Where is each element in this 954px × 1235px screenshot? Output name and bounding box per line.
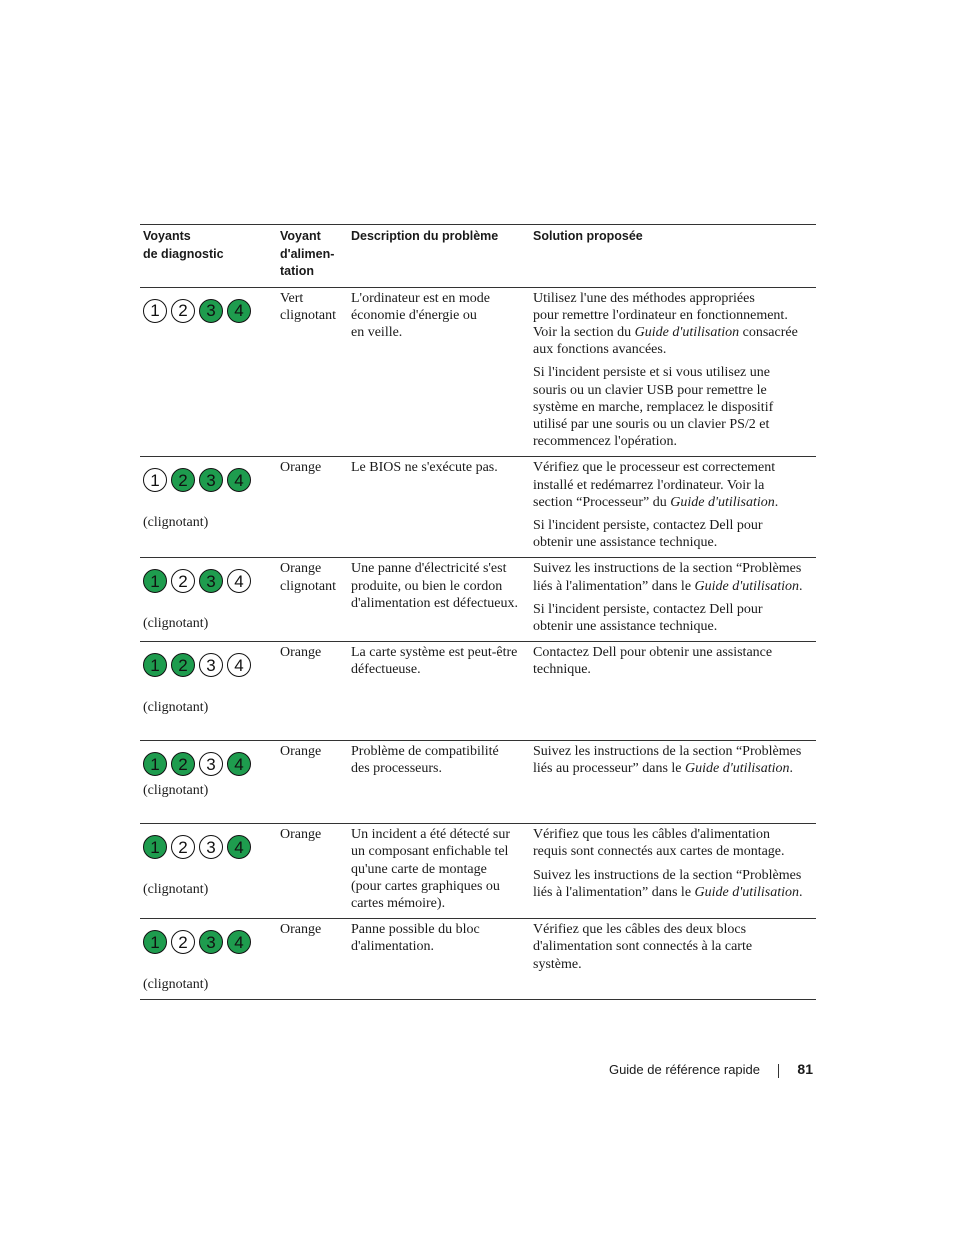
problem-description-cell: Panne possible du bloc d'alimentation. [348,919,530,1000]
power-light-cell: Orange [278,824,348,919]
power-light-cell: Orange [278,457,348,558]
diagnostic-lights-cell [140,824,278,919]
solution-text-tail: consacrée aux fonctions avancées. [533,324,798,358]
diagnostic-light-2-off: 2 [171,930,195,954]
diagnostic-light-2-off: 2 [171,569,195,593]
problem-description-cell: Le BIOS ne s'exécute pas. [348,457,530,558]
diagnostic-light-2-on: 2 [171,752,195,776]
diagnostic-light-1-off: 1 [143,468,167,492]
page-number: 81 [797,1061,813,1077]
diagnostic-light-4-on: 4 [227,752,251,776]
footer-divider [778,1064,779,1078]
diagnostic-light-1-on: 1 [143,752,167,776]
problem-description-cell: Une panne d'électricité s'est produite, ou bien le cordon d'alimentation est défectueux. [348,558,530,642]
suggested-solution-cell [530,741,816,824]
solution-text-tail: . [789,761,793,777]
diagnostic-light-4-on: 4 [227,930,251,954]
diagnostic-light-4-off: 4 [227,653,251,677]
solution-text: Si l'incident persiste, contactez Dell pour obtenir une assistance technique. [533,517,763,551]
diagnostic-light-4-on: 4 [227,299,251,323]
solution-paragraph [533,921,812,973]
solution-paragraph [533,290,812,359]
diagnostic-light-4-off: 4 [227,569,251,593]
problem-description-cell: Problème de compatibilité des processeurs. [348,741,530,824]
solution-text-tail: . [799,884,803,900]
diagnostic-light-3-off: 3 [199,835,223,859]
diagnostic-light-pattern [143,653,274,677]
solution-text: Vérifiez que tous les câbles d'alimentation requis sont connectés aux cartes de montage. [533,827,785,860]
solution-text: Suivez les instructions de la section “Problèmes liés à l'alimentation” dans le [533,867,802,900]
page-footer [0,1061,954,1081]
diagnostic-light-pattern [143,468,274,492]
footer-title: Guide de référence rapide [608,1062,760,1077]
table-row [140,919,816,1000]
solution-paragraph [533,459,812,511]
diagnostic-light-3-on: 3 [199,299,223,323]
guide-title-reference: Guide d'utilisation [634,324,740,340]
header-suggested-solution: Solution proposée [530,225,816,288]
suggested-solution-cell [530,642,816,741]
solution-text: Contactez Dell pour obtenir une assistance technique. [533,645,773,678]
diagnostic-light-pattern [143,752,274,776]
suggested-solution-cell [530,824,816,919]
solution-text: Suivez les instructions de la section “Problèmes liés au processeur” dans le [533,744,802,777]
blinking-note: (clignotant) [143,616,209,632]
diagnostic-light-pattern [143,299,274,323]
header-problem-description: Description du problème [348,225,530,288]
solution-paragraph [533,601,812,635]
diagnostic-lights-cell [140,558,278,642]
problem-description-cell: Un incident a été détecté sur un composant enfichable tel qu'une carte de montage (pour cartes graphiques ou cartes mémoire). [348,824,530,919]
diagnostic-light-pattern [143,930,274,954]
solution-text: Si l'incident persiste et si vous utilisez une souris ou un clavier USB pour remettre le système en marche, remplacez le dispositif utilisé par une souris ou un clavier PS/2 et recommencez l'opération. [533,365,774,450]
solution-paragraph [533,743,812,777]
guide-title-reference: Guide d'utilisation [694,578,800,594]
power-light-cell: Vert clignotant [278,287,348,457]
solution-text: Vérifiez que le processeur est correctement installé et redémarrez l'ordinateur. Voir la section “Processeur” du [533,460,776,510]
diagnostic-light-4-on: 4 [227,468,251,492]
table-row [140,741,816,824]
power-light-cell: Orange clignotant [278,558,348,642]
diagnostic-light-2-on: 2 [171,468,195,492]
diagnostic-light-1-on: 1 [143,569,167,593]
solution-paragraph [533,644,812,678]
diagnostic-light-2-off: 2 [171,835,195,859]
blinking-note: (clignotant) [143,515,209,531]
diagnostic-light-1-on: 1 [143,835,167,859]
header-diagnostic-lights: Voyants de diagnostic [140,225,278,288]
table-row [140,287,816,457]
table-row [140,457,816,558]
diagnostic-light-pattern [143,569,274,593]
diagnostic-lights-cell [140,287,278,457]
table-row [140,642,816,741]
diagnostic-light-3-off: 3 [199,653,223,677]
blinking-note: (clignotant) [143,977,209,993]
diagnostic-lights-cell [140,919,278,1000]
diagnostic-lights-cell [140,741,278,824]
problem-description-cell: L'ordinateur est en mode économie d'énergie ou en veille. [348,287,530,457]
power-light-cell: Orange [278,919,348,1000]
blinking-note: (clignotant) [143,882,209,898]
guide-title-reference: Guide d'utilisation [670,494,775,510]
solution-text: Suivez les instructions de la section “Problèmes liés à l'alimentation” dans le [533,561,802,594]
diagnostic-light-2-off: 2 [171,299,195,323]
diagnostic-light-1-on: 1 [143,653,167,677]
suggested-solution-cell [530,287,816,457]
solution-paragraph [533,517,812,551]
table-row [140,824,816,919]
power-light-cell: Orange [278,642,348,741]
table-row [140,558,816,642]
diagnostic-light-3-on: 3 [199,930,223,954]
solution-paragraph [533,867,812,901]
header-power-light: Voyant d'alimen- tation [278,225,348,288]
suggested-solution-cell [530,558,816,642]
diagnostic-light-1-on: 1 [143,930,167,954]
diagnostic-light-4-on: 4 [227,835,251,859]
solution-text: Si l'incident persiste, contactez Dell pour obtenir une assistance technique. [533,601,763,634]
solution-text: Vérifiez que les câbles des deux blocs d'alimentation sont connectés à la carte système. [533,922,753,972]
solution-text: Utilisez l'une des méthodes appropriées pour remettre l'ordinateur en fonctionnement. Voir la section du [533,290,788,340]
suggested-solution-cell [530,457,816,558]
diagnostic-light-1-off: 1 [143,299,167,323]
diagnostic-light-pattern [143,835,274,859]
diagnostic-light-3-on: 3 [199,468,223,492]
diagnostic-light-3-off: 3 [199,752,223,776]
problem-description-cell: La carte système est peut-être défectueuse. [348,642,530,741]
table-body [140,287,816,1000]
solution-paragraph [533,826,812,860]
diagnostic-light-3-on: 3 [199,569,223,593]
diagnostic-lights-cell [140,642,278,741]
table-header-row [140,225,816,288]
guide-title-reference: Guide d'utilisation [685,761,790,777]
guide-title-reference: Guide d'utilisation [694,884,800,900]
diagnostic-light-2-on: 2 [171,653,195,677]
diagnostic-table [140,224,816,1000]
solution-text-tail: . [799,578,803,594]
solution-paragraph [533,364,812,450]
power-light-cell: Orange [278,741,348,824]
solution-paragraph [533,560,812,594]
blinking-note: (clignotant) [143,783,209,799]
suggested-solution-cell [530,919,816,1000]
solution-text-tail: . [774,494,779,510]
blinking-note: (clignotant) [143,700,209,716]
diagnostic-lights-cell [140,457,278,558]
